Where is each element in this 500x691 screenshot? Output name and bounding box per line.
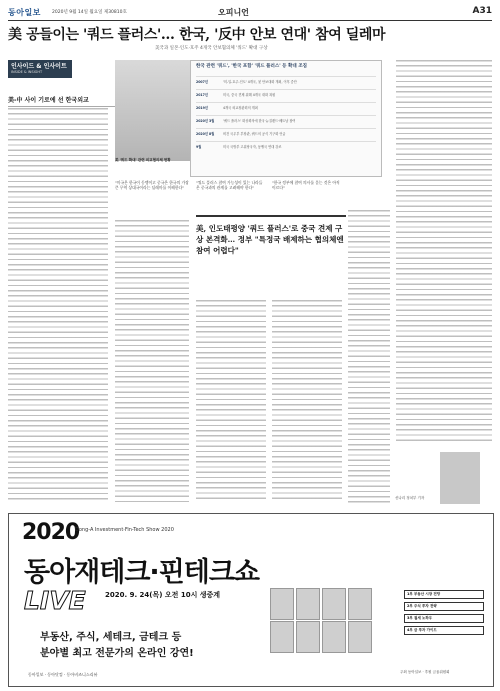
page-header	[8, 6, 492, 21]
body-column-6	[396, 60, 492, 445]
ad-footer: 동아일보 · 동아닷컴 · 동아비즈니스리뷰	[28, 672, 98, 677]
article-headline: 美 공들이는 '쿼드 플러스'… 한국, '反中 안보 연대' 참여 딜레마	[8, 27, 386, 43]
speaker-photo	[322, 621, 346, 653]
body-column-3	[196, 300, 266, 503]
timeline-row: 2020년 3월 '쿼드 플러스' 화상회의에 한국·뉴질랜드·베트남 참여	[196, 115, 376, 128]
speaker-photo	[270, 621, 294, 653]
article-photo	[115, 60, 191, 161]
ad-slogan	[40, 630, 194, 662]
ad-slogan-line-2: 분야별 최고 전문가의 온라인 강연!	[40, 648, 194, 659]
body-column-1	[8, 108, 108, 503]
column-sub: INSIDE & INSIGHT	[11, 70, 43, 74]
speaker-photo	[348, 588, 372, 620]
page-number: A31	[472, 6, 492, 16]
article-subhead: 美국과 일본·인도·호주 4개국 안보협의체 '쿼드' 확대 구상	[155, 46, 268, 51]
newspaper-logo: 동아일보	[8, 8, 41, 17]
timeline-title: 한국 관련 '쿼드', '한국 포함' '쿼드 플러스' 등 확대 조짐	[196, 64, 308, 69]
timeline-row: 2019년 4개국 외교장관회의 개최	[196, 102, 376, 115]
timeline-row: 9월 미국 국방부 고위당국자, 동맹국 연대 강조	[196, 141, 376, 154]
quote-3: "한국 정부에 참여 의사를 묻는 것은 아직 이르다"	[272, 180, 340, 190]
program-item: 1부 부동산 시장 전망	[404, 590, 484, 599]
speaker-photo	[296, 588, 320, 620]
column-name: 인사이드 & 인사이트	[11, 63, 67, 70]
ad-date: 2020. 9. 24(목) 오전 10시 생중계	[105, 591, 221, 599]
ad-program-list	[404, 590, 484, 638]
section-heading: 美-中 사이 기로에 선 한국외교	[8, 95, 133, 107]
ad-subtitle: Dong-A Investment·Fin-Tech Show 2020	[75, 527, 174, 533]
author-name: 신나리 정치부 기자	[395, 496, 425, 500]
speaker-photo	[296, 621, 320, 653]
speaker-photo	[270, 588, 294, 620]
speaker-photo	[348, 621, 372, 653]
program-item: 3부 절세 노하우	[404, 614, 484, 623]
timeline-row: 2020년 8월 비건 국무부 부장관, 쿼드의 공식 기구화 언급	[196, 128, 376, 141]
photo-caption: 美 '쿼드 확대' 관련 외교협의체 현황	[115, 158, 171, 162]
ad-year: 2020	[22, 520, 80, 545]
ad-slogan-line-1: 부동산, 주식, 세테크, 금테크 등	[40, 632, 182, 643]
dateline: 2020년 9월 14일 월요일 제30810호	[52, 10, 127, 15]
speaker-photo	[322, 588, 346, 620]
speaker-photos	[270, 588, 395, 652]
program-item: 4부 금 투자 가이드	[404, 626, 484, 635]
body-column-4	[272, 300, 342, 503]
ad-sponsor: 주최 동아일보 · 후원 금융위원회	[400, 670, 450, 674]
timeline-row: 2017년 미국, 중국 견제 위해 4개국 대화 복원	[196, 89, 376, 102]
timeline-row: 2007년 '미-일-호주-인도' 4개국, 첫 안보대화 개최, 이후 중단	[196, 76, 376, 89]
program-item: 2부 주식 투자 전략	[404, 602, 484, 611]
ad-live-badge: LIVE	[24, 586, 86, 615]
pull-quote: 美, 인도태평양 '쿼드 플러스'로 중국 견제 구상 본격화… 정부 "특정국 배제하는 협의체엔 참여 어렵다"	[196, 215, 346, 303]
author-photo	[440, 452, 480, 504]
quote-1: "미국은 한국이 동맹이고 중국은 한국의 가장 큰 무역 상대국이라는 딜레마를 이해한다"	[115, 180, 189, 190]
ad-main-title: 동아재테크·핀테크쇼	[24, 557, 259, 588]
quote-2: "쿼드 플러스 참여 가능성이 있는 나라들은 중국과의 관계를 고려해야 한다"	[196, 180, 263, 190]
section-title: 오피니언	[218, 8, 249, 17]
body-column-2	[115, 220, 189, 503]
body-column-5	[348, 210, 390, 503]
